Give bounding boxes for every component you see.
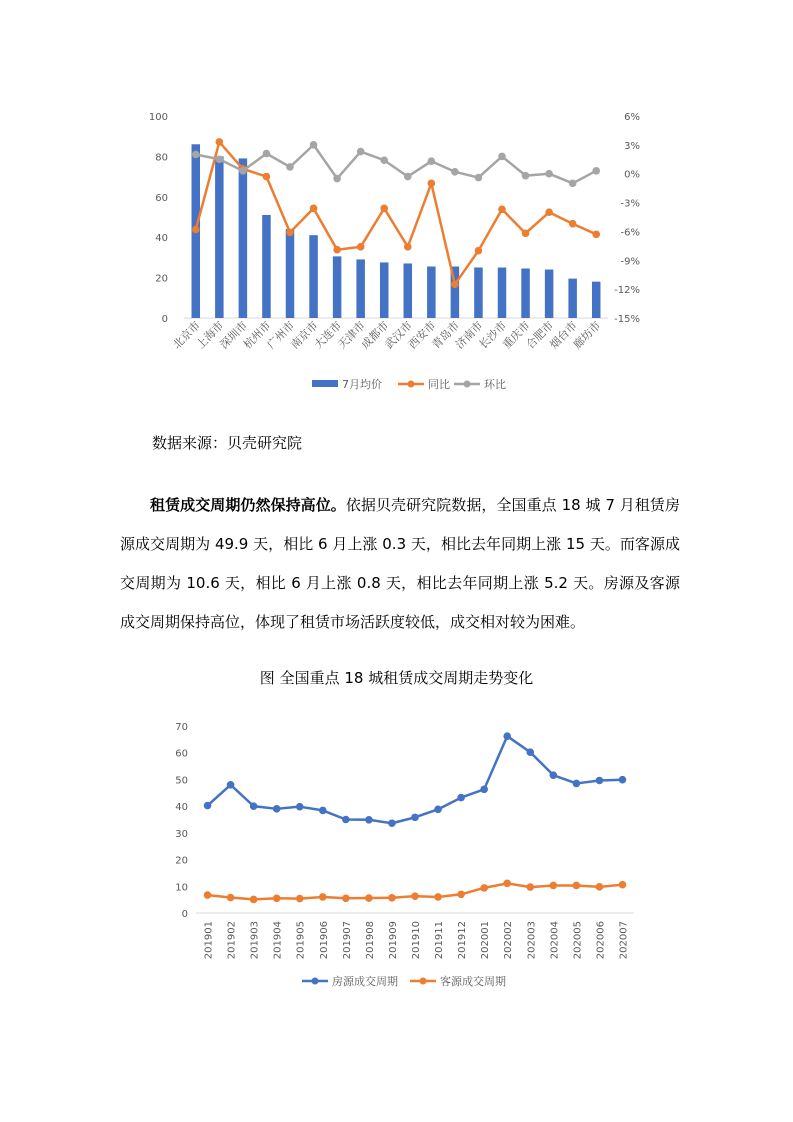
x-tick-label: 北京市 — [170, 318, 203, 352]
data-point — [319, 893, 327, 901]
x-tick-label: 西安市 — [405, 318, 439, 352]
bar — [592, 282, 601, 318]
data-point — [239, 167, 247, 175]
data-point — [526, 748, 534, 756]
data-point — [342, 816, 350, 824]
y-tick-label-right: 0% — [624, 169, 640, 181]
legend-label: 房源成交周期 — [332, 975, 398, 988]
legend-label: 环比 — [484, 378, 506, 391]
data-point — [619, 776, 627, 784]
data-point — [263, 173, 271, 181]
data-point — [434, 893, 442, 901]
paragraph-lead: 租赁成交周期仍然保持高位。 — [150, 496, 346, 514]
legend-marker — [312, 978, 319, 985]
y-tick-label-right: -15% — [614, 314, 640, 325]
transaction-cycle-chart — [160, 712, 640, 1002]
data-point — [310, 141, 318, 149]
data-point — [310, 205, 318, 213]
data-point — [204, 802, 212, 810]
data-point — [480, 786, 488, 794]
x-tick-label: 广州市 — [264, 318, 298, 352]
data-point — [404, 173, 412, 181]
legend-marker — [420, 978, 427, 985]
data-point — [273, 895, 281, 903]
x-tick-label: 202006 — [595, 921, 607, 960]
x-tick-label: 201911 — [434, 921, 446, 960]
data-point — [596, 883, 604, 891]
data-point — [451, 168, 459, 176]
x-tick-label: 201906 — [318, 921, 330, 960]
x-tick-label: 杭州市 — [241, 318, 274, 352]
data-point — [296, 895, 304, 903]
data-point — [503, 732, 511, 740]
data-point — [227, 894, 235, 902]
y-tick-label-right: 6% — [624, 112, 640, 123]
data-point — [503, 880, 511, 888]
x-tick-label: 大连市 — [311, 318, 345, 352]
x-tick-label: 202002 — [503, 921, 515, 960]
data-point — [569, 220, 577, 228]
bar — [498, 268, 507, 319]
data-point — [545, 170, 553, 178]
data-point — [434, 806, 442, 814]
x-tick-label: 201907 — [341, 921, 353, 960]
data-point — [428, 157, 436, 165]
legend-marker — [464, 381, 471, 388]
x-tick-label: 202007 — [618, 921, 630, 960]
y-tick-label-left: 80 — [155, 152, 168, 164]
x-tick-label: 重庆市 — [500, 318, 533, 352]
data-point — [475, 174, 483, 182]
x-tick-label: 青岛市 — [429, 318, 463, 352]
figure-title: 图 全国重点 18 城租赁成交周期走势变化 — [259, 669, 534, 687]
legend-marker — [408, 381, 415, 388]
bar — [286, 229, 295, 318]
data-point — [388, 894, 396, 902]
x-tick-label: 201909 — [387, 921, 399, 960]
data-point — [286, 229, 294, 237]
data-point — [357, 243, 365, 251]
y-tick-label: 70 — [175, 722, 188, 733]
data-point — [365, 816, 373, 824]
x-tick-label: 武汉市 — [382, 318, 415, 352]
data-point — [319, 807, 327, 815]
data-point — [592, 167, 600, 175]
x-tick-label: 202001 — [480, 921, 492, 960]
data-point — [498, 206, 506, 214]
data-point — [204, 891, 212, 899]
x-tick-label: 201908 — [364, 921, 376, 960]
legend-label: 客源成交周期 — [440, 975, 506, 988]
data-point — [342, 895, 350, 903]
series-line — [196, 145, 596, 183]
data-point — [550, 882, 558, 890]
bar — [521, 269, 530, 318]
legend-label: 7月均价 — [342, 378, 382, 391]
data-point — [550, 771, 558, 779]
y-tick-label: 30 — [175, 828, 188, 840]
x-tick-label: 201903 — [249, 921, 261, 960]
y-tick-label: 60 — [175, 748, 188, 760]
data-point — [365, 894, 373, 902]
data-point — [250, 896, 258, 904]
bar — [380, 262, 389, 318]
body-paragraph — [120, 486, 680, 642]
y-tick-label-left: 0 — [161, 314, 168, 325]
x-tick-label: 烟台市 — [547, 318, 580, 352]
x-tick-label: 201910 — [411, 921, 422, 960]
x-tick-label: 合肥市 — [523, 318, 557, 352]
bar — [215, 156, 224, 318]
data-point — [411, 814, 419, 822]
data-point — [596, 777, 604, 785]
bar — [239, 158, 248, 318]
data-point — [192, 226, 200, 234]
legend-swatch — [312, 380, 338, 387]
bar — [404, 263, 413, 318]
data-point — [250, 802, 258, 810]
data-point — [522, 230, 530, 238]
bar — [474, 268, 483, 319]
x-tick-label: 201904 — [272, 921, 284, 960]
bar — [356, 259, 365, 318]
data-point — [380, 205, 388, 213]
x-tick-label: 202004 — [549, 921, 561, 960]
data-point — [411, 892, 419, 900]
legend-label: 同比 — [428, 378, 450, 391]
x-tick-label: 201902 — [226, 921, 238, 960]
data-point — [457, 794, 465, 802]
data-point — [216, 138, 224, 146]
y-tick-label-right: -6% — [620, 227, 640, 239]
bar — [262, 215, 271, 318]
bar — [545, 270, 554, 318]
data-source-note: 数据来源：贝壳研究院 — [152, 434, 303, 452]
x-tick-label: 202003 — [526, 921, 538, 960]
data-point — [263, 150, 271, 158]
data-point — [522, 172, 530, 180]
y-tick-label-right: -9% — [620, 256, 640, 268]
data-point — [573, 882, 581, 890]
x-tick-label: 长沙市 — [476, 318, 510, 352]
y-tick-label-right: -3% — [620, 198, 640, 210]
paragraph-body: 依据贝壳研究院数据，全国重点 18 城 7 月租赁房源成交周期为 49.9 天，相比 6 月上涨 0.3 天，相比去年同期上涨 15 天。而客源成交周期为 10.6 天，相比 6 月上涨 0.8 天，相比去年同期上涨 5.2 天。房源及客源成交周期保持高位，体现了租赁市场活跃度较低，成交相对较为困难。 — [120, 496, 680, 631]
data-point — [404, 243, 412, 251]
data-point — [216, 155, 224, 163]
data-point — [428, 180, 436, 188]
data-point — [451, 281, 459, 289]
data-point — [388, 819, 396, 827]
x-tick-label: 201901 — [203, 921, 215, 960]
city-rent-chart — [140, 100, 660, 400]
data-point — [526, 883, 534, 891]
x-tick-label: 济南市 — [453, 318, 486, 352]
data-point — [545, 208, 553, 216]
y-tick-label-left: 40 — [155, 233, 168, 245]
x-tick-label: 成都市 — [358, 318, 392, 352]
x-tick-label: 201905 — [295, 921, 307, 960]
data-point — [273, 805, 281, 813]
x-tick-label: 201912 — [457, 921, 469, 960]
y-tick-label: 20 — [175, 855, 188, 867]
y-tick-label: 0 — [181, 909, 188, 920]
data-point — [475, 247, 483, 255]
data-point — [592, 231, 600, 239]
data-point — [573, 780, 581, 788]
y-tick-label: 10 — [175, 882, 188, 894]
bar — [309, 235, 318, 318]
series-line — [208, 736, 623, 823]
x-tick-label: 深圳市 — [217, 318, 251, 352]
y-tick-label-right: 3% — [624, 140, 640, 152]
y-tick-label-right: -12% — [614, 285, 640, 297]
data-point — [380, 156, 388, 164]
x-tick-label: 廊坊市 — [570, 318, 604, 352]
y-tick-label-left: 20 — [155, 273, 168, 285]
bar — [568, 279, 577, 318]
x-tick-label: 天津市 — [335, 318, 368, 352]
data-point — [333, 246, 341, 254]
bar — [333, 256, 342, 318]
data-point — [286, 163, 294, 171]
y-tick-label: 40 — [175, 802, 188, 814]
data-point — [192, 151, 200, 159]
y-tick-label: 50 — [175, 775, 188, 787]
data-point — [227, 781, 235, 789]
series-line — [196, 142, 596, 284]
y-tick-label-left: 100 — [148, 112, 168, 123]
x-tick-label: 上海市 — [193, 318, 227, 352]
data-point — [457, 891, 465, 899]
x-tick-label: 南京市 — [288, 318, 321, 352]
data-point — [333, 175, 341, 183]
y-tick-label-left: 60 — [155, 192, 168, 204]
bar — [427, 266, 436, 318]
data-point — [619, 881, 627, 889]
x-tick-label: 202005 — [572, 921, 584, 960]
data-point — [357, 148, 365, 156]
data-point — [296, 803, 304, 811]
data-point — [569, 180, 577, 188]
data-point — [498, 153, 506, 161]
data-point — [480, 884, 488, 892]
